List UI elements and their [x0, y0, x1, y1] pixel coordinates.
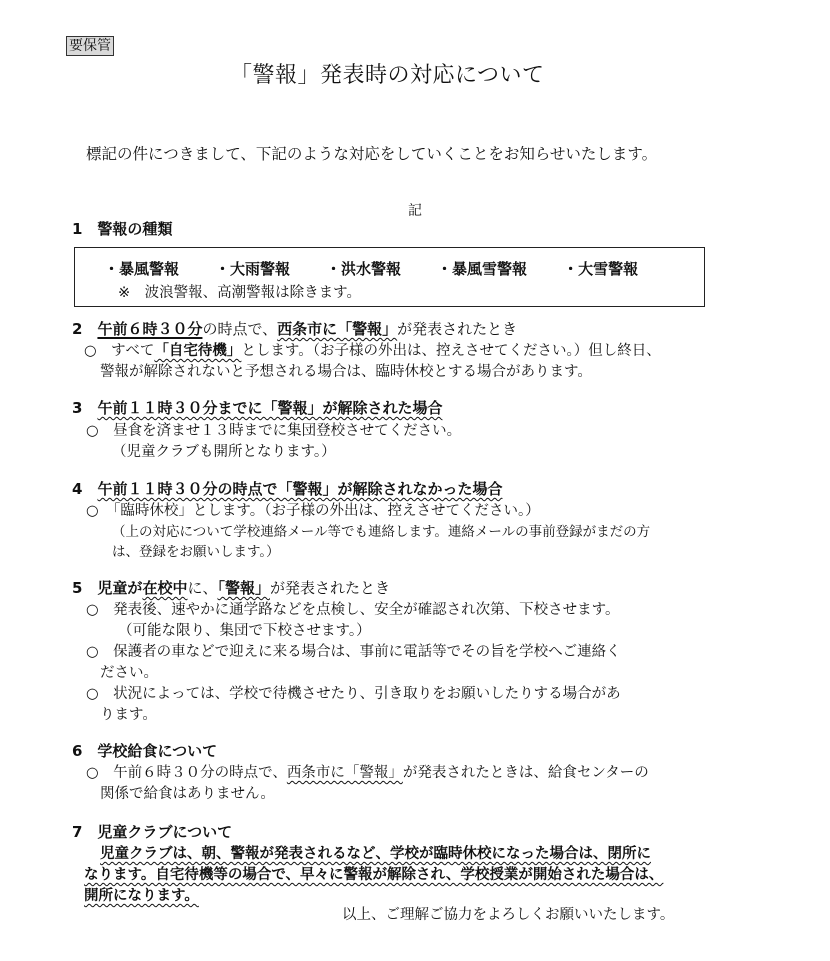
closing-text: 以上、ご理解ご協力をよろしくお願いいたします。: [342, 907, 675, 923]
page-title: 「警報」発表時の対応について: [230, 63, 545, 88]
section-4-line: （上の対応について学校連絡メール等でも連絡します。連絡メールの事前登録がまだの方: [112, 524, 651, 540]
section-2-line: 警報が解除されないと予想される場合は、臨時休校とする場合があります。: [100, 364, 592, 380]
section-4-line: ○ 「臨時休校」とします。（お子様の外出は、控えさせてください。）: [86, 503, 540, 519]
home-standby-text: 「自宅待機」: [154, 343, 242, 359]
section-5-line: ○ 状況によっては、学校で待機させたり、引き取りをお願いしたりする場合があ: [86, 686, 621, 702]
heading-city: 西条市に「警報」: [277, 320, 398, 338]
line-text: が発表されたときは、給食センターの: [402, 765, 649, 781]
section-7-line: 開所になります。: [84, 888, 199, 904]
heading-warning: 「警報」: [217, 579, 270, 597]
warning-type-item: ・大雪警報: [563, 260, 639, 278]
ki-label: 記: [408, 203, 422, 219]
section-5-line: ります。: [100, 707, 157, 723]
heading-text: が発表されたとき: [269, 579, 390, 597]
line-text: ○ すべて: [84, 343, 155, 359]
section-5-line: ださい。: [100, 665, 158, 681]
section-5-line: ○ 保護者の車などで迎えに来る場合は、事前に電話等でその旨を学校へご連絡く: [86, 644, 621, 660]
section-number: 3: [72, 399, 98, 417]
heading-text: 午前１１時３０分までに「警報」が解除された場合: [97, 399, 443, 417]
warning-type-item: ・洪水警報: [326, 260, 402, 278]
section-3-line: ○ 昼食を済ませ１３時までに集団登校させてください。: [86, 423, 462, 439]
storage-tag: 要保管: [66, 36, 114, 56]
section-7-line: なります。自宅待機等の場合で、早々に警報が解除され、学校授業が開始された場合は、: [84, 867, 664, 883]
section-5-heading: [72, 577, 390, 598]
heading-text: に、: [187, 579, 218, 597]
section-5-line: ○ 発表後、速やかに通学路などを点検し、安全が確認され次第、下校させます。: [86, 602, 620, 618]
section-number: 2: [72, 320, 98, 338]
section-2-line: [84, 339, 661, 360]
city-warning-text: 西条市に「警報」: [286, 765, 403, 781]
section-3-heading: [72, 397, 442, 418]
line-text: ○ 午前６時３０分の時点で、: [86, 765, 287, 781]
section-6-line: [86, 761, 649, 782]
section-7-heading: 7 児童クラブについて: [72, 823, 233, 841]
section-5-line: （可能な限り、集団で下校させます。）: [118, 623, 371, 639]
section-number: 4: [72, 480, 98, 498]
heading-text: 午前１１時３０分の時点で「警報」が解除されなかった場合: [97, 480, 503, 498]
line-text: とします。（お子様の外出は、控えさせてください。）但し終日、: [241, 343, 661, 359]
section-2-heading: [72, 318, 517, 339]
warning-type-item: ・暴風警報: [104, 260, 180, 278]
warning-types-note: ※ 波浪警報、高潮警報は除きます。: [118, 285, 361, 301]
section-4-heading: [72, 478, 502, 499]
section-4-line: は、登録をお願いします。）: [112, 544, 280, 560]
warning-types-list: [104, 258, 674, 279]
section-6-heading: 6 学校給食について: [72, 742, 218, 760]
section-number: 5 児童が: [72, 579, 143, 597]
heading-text: の時点で、: [202, 320, 278, 338]
section-3-line: （児童クラブも開所となります。）: [112, 444, 336, 460]
heading-time: 午前６時３０分: [97, 320, 203, 338]
section-7-line: 児童クラブは、朝、警報が発表されるなど、学校が臨時休校になった場合は、閉所に: [100, 846, 651, 862]
warning-type-item: ・暴風雪警報: [437, 260, 528, 278]
section-6-line: 関係で給食はありません。: [100, 786, 275, 802]
warning-type-item: ・大雨警報: [215, 260, 291, 278]
section-1-heading: 1 警報の種類: [72, 220, 173, 238]
heading-at-school: 在校中: [142, 579, 188, 597]
intro-text: 標記の件につきまして、下記のような対応をしていくことをお知らせいたします。: [86, 145, 658, 163]
heading-text: が発表されたとき: [397, 320, 518, 338]
